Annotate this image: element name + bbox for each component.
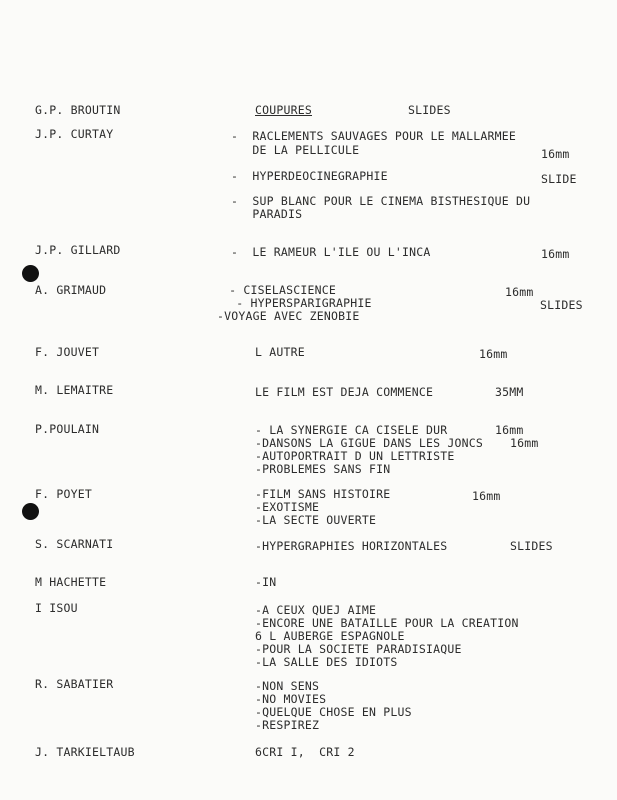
film-format: SLIDE xyxy=(541,172,577,186)
film-title: -POUR LA SOCIETE PARADISIAQUE xyxy=(255,642,462,656)
punch-hole-bottom xyxy=(22,503,39,520)
film-title: L AUTRE xyxy=(255,345,305,359)
entry-name: F. JOUVET xyxy=(35,345,100,359)
film-format: 16mm xyxy=(541,147,570,161)
entry-name: M HACHETTE xyxy=(35,575,107,589)
film-title: - LA SYNERGIE CA CISELE DUR xyxy=(255,423,448,437)
film-format: SLIDES xyxy=(408,103,451,117)
film-title: -HYPERGRAPHIES HORIZONTALES xyxy=(255,539,448,553)
entry-name: P.POULAIN xyxy=(35,422,100,436)
entry-name: A. GRIMAUD xyxy=(35,283,107,297)
film-format: 16mm xyxy=(510,436,539,450)
film-title: -IN xyxy=(255,575,277,589)
film-title: -A CEUX QUEJ AIME xyxy=(255,603,377,617)
entry-name: R. SABATIER xyxy=(35,677,114,691)
entry-name: F. POYET xyxy=(35,487,92,501)
film-title: -ENCORE UNE BATAILLE POUR LA CREATION xyxy=(255,616,519,630)
entry-name: G.P. BROUTIN xyxy=(35,103,121,117)
film-title: -LA SALLE DES IDIOTS xyxy=(255,655,398,669)
film-format: 16mm xyxy=(495,423,524,437)
entry-name: I ISOU xyxy=(35,601,78,615)
film-title: COUPURES xyxy=(255,103,312,117)
film-title: -PROBLEMES SANS FIN xyxy=(255,462,391,476)
film-format: 16mm xyxy=(472,489,501,503)
entry-name: J.P. GILLARD xyxy=(35,243,121,257)
film-title: -VOYAGE AVEC ZENOBIE xyxy=(217,309,360,323)
film-format: SLIDES xyxy=(510,539,553,553)
film-format: 16mm xyxy=(505,285,534,299)
entry-name: S. SCARNATI xyxy=(35,537,114,551)
film-title: 6 L AUBERGE ESPAGNOLE xyxy=(255,629,405,643)
film-title: - CISELASCIENCE xyxy=(222,283,336,297)
entry-name: M. LEMAITRE xyxy=(35,383,114,397)
film-title: -FILM SANS HISTOIRE xyxy=(255,487,391,501)
film-title: - HYPERDEOCINEGRAPHIE xyxy=(231,169,388,183)
film-title: PARADIS xyxy=(231,207,303,221)
film-title: -LA SECTE OUVERTE xyxy=(255,513,377,527)
film-format: 16mm xyxy=(479,347,508,361)
film-title: 6CRI I, CRI 2 xyxy=(255,745,355,759)
film-title: -NO MOVIES xyxy=(255,692,327,706)
film-title: - SUP BLANC POUR LE CINEMA BISTHESIQUE DU xyxy=(231,194,531,208)
film-format: 16mm xyxy=(541,247,570,261)
film-title: -RESPIREZ xyxy=(255,718,320,732)
entry-name: J. TARKIELTAUB xyxy=(35,745,135,759)
film-title: -QUELQUE CHOSE EN PLUS xyxy=(255,705,412,719)
film-title: DE LA PELLICULE xyxy=(231,143,360,157)
film-title: - HYPERSPARIGRAPHIE xyxy=(222,296,372,310)
film-format: 35MM xyxy=(495,385,524,399)
film-title: - LE RAMEUR L'ILE OU L'INCA xyxy=(231,245,431,259)
film-title: - RACLEMENTS SAUVAGES POUR LE MALLARMEE xyxy=(231,129,516,143)
punch-hole-top xyxy=(22,265,39,282)
film-title: -NON SENS xyxy=(255,679,320,693)
film-title: LE FILM EST DEJA COMMENCE xyxy=(255,385,434,399)
film-format: SLIDES xyxy=(540,298,583,312)
film-title: -DANSONS LA GIGUE DANS LES JONCS xyxy=(255,436,483,450)
entry-name: J.P. CURTAY xyxy=(35,127,114,141)
film-title: -AUTOPORTRAIT D UN LETTRISTE xyxy=(255,449,455,463)
film-title: -EXOTISME xyxy=(255,500,320,514)
